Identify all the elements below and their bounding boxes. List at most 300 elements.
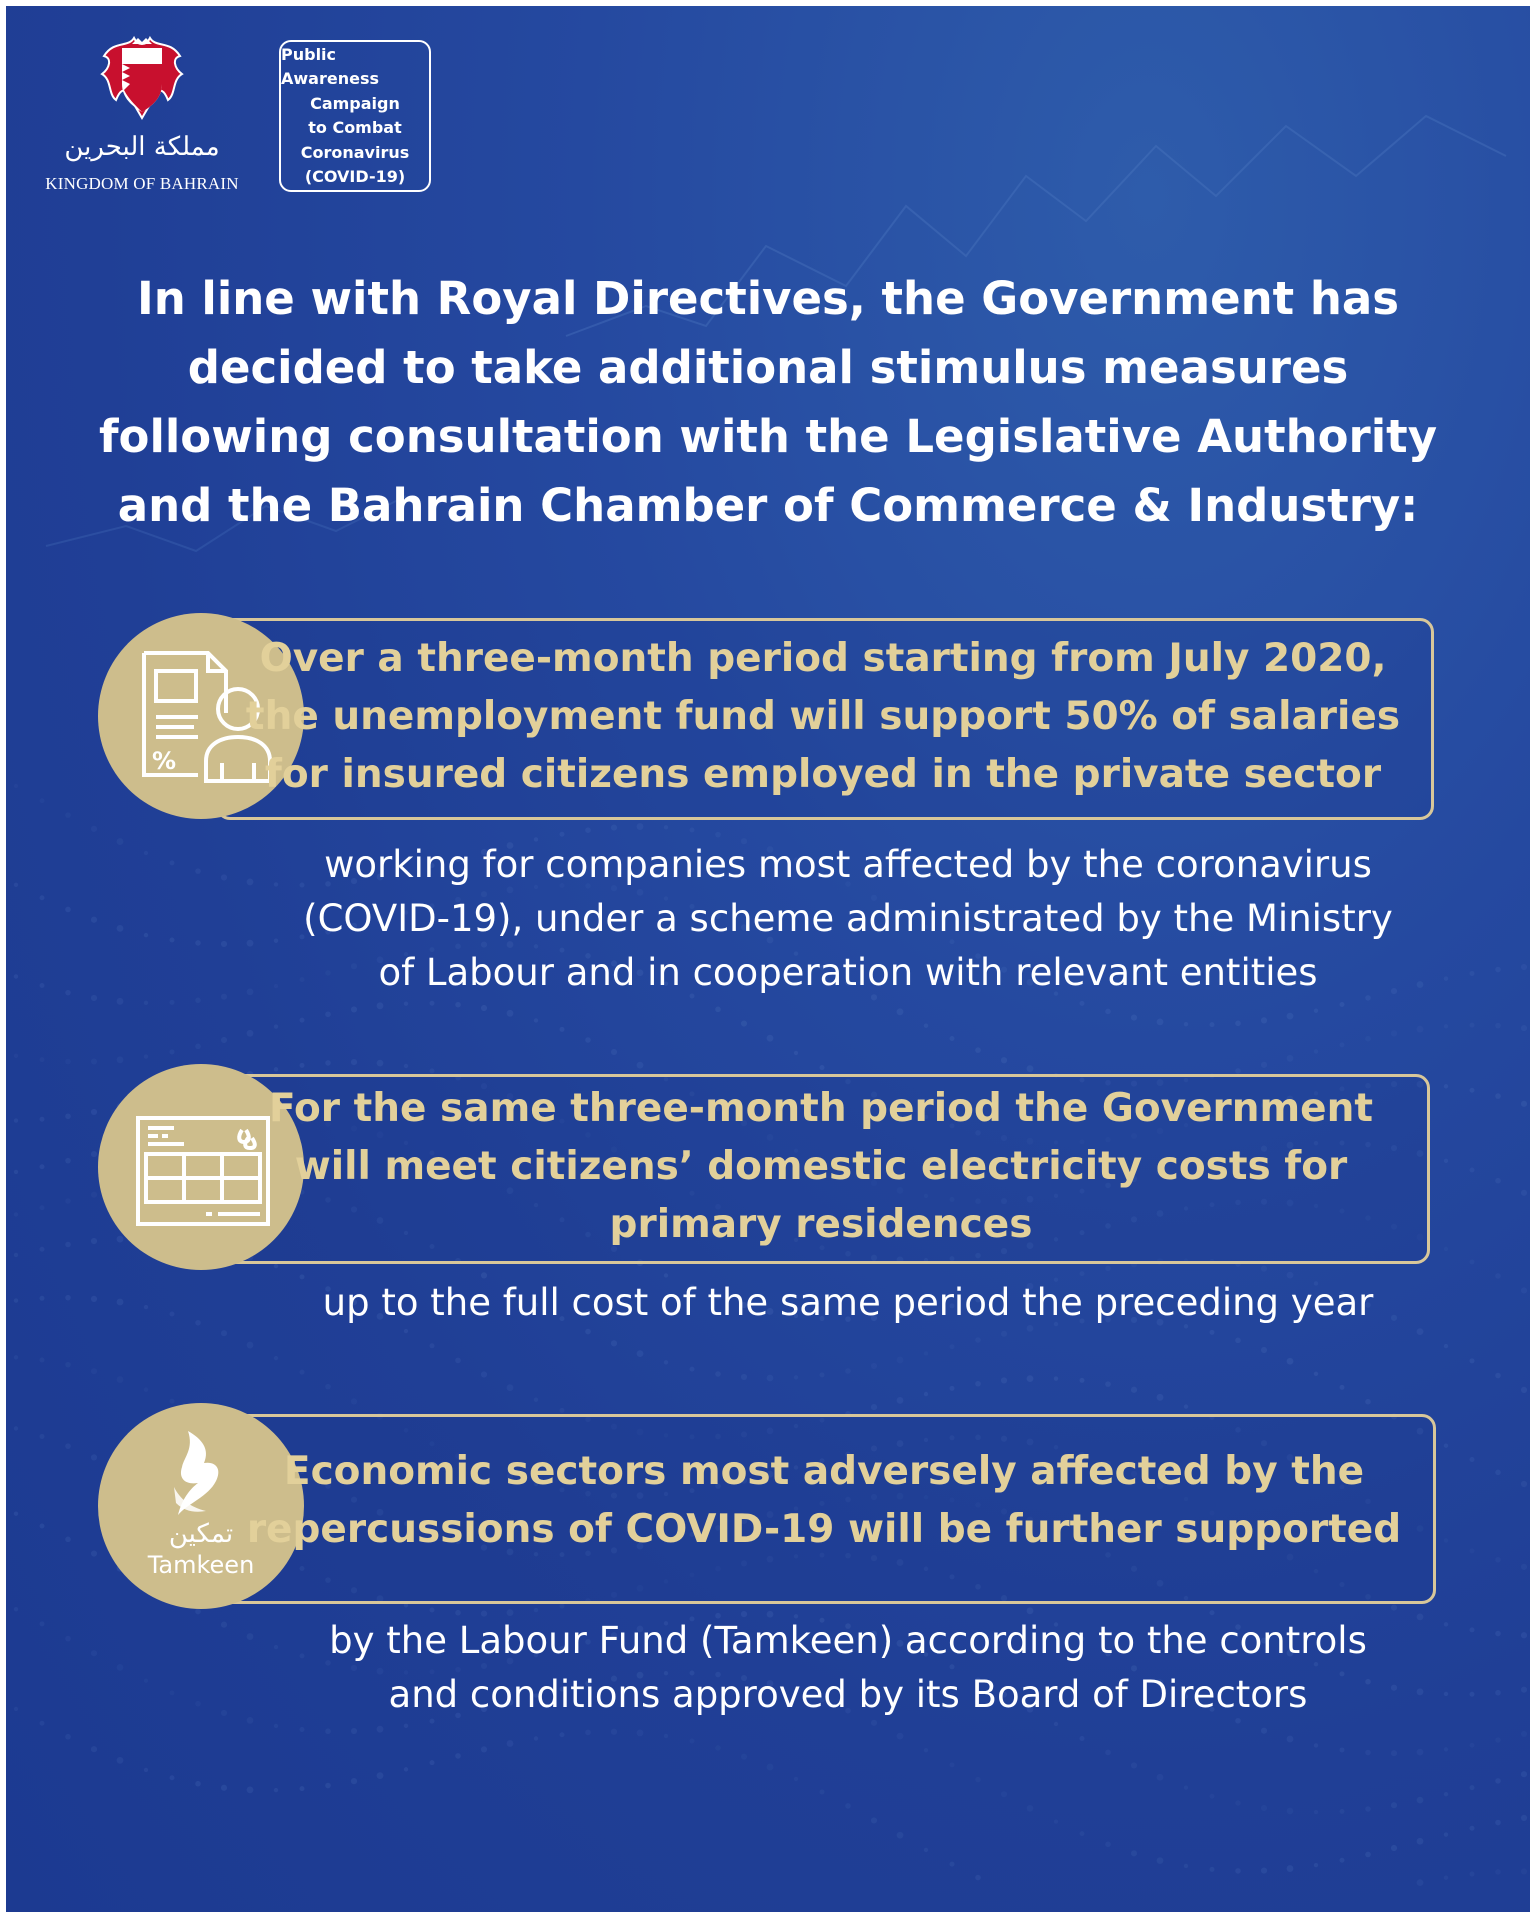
- background-dot: [1444, 1747, 1448, 1751]
- background-dot: [481, 1371, 487, 1377]
- background-dot: [170, 1775, 175, 1780]
- background-dot: [1131, 1387, 1137, 1393]
- background-dot: [1391, 1845, 1397, 1851]
- background-dot: [195, 1781, 201, 1787]
- background-dot: [794, 1051, 798, 1055]
- background-dot: [741, 1754, 747, 1760]
- background-dot: [1444, 976, 1448, 980]
- background-dot: [377, 1002, 384, 1009]
- background-dot: [91, 1238, 97, 1244]
- background-dot: [40, 1434, 45, 1439]
- highlight-line: will meet citizens’ domestic electricity costs for: [294, 1144, 1348, 1189]
- background-dot: [560, 832, 565, 837]
- background-dot: [1470, 1743, 1475, 1748]
- background-dot: [1495, 1093, 1501, 1099]
- background-dot: [221, 874, 227, 880]
- background-dot: [14, 1298, 18, 1302]
- background-dot: [950, 1344, 955, 1349]
- detail-line: (COVID-19), under a scheme administrated by the Ministry: [303, 897, 1393, 940]
- background-dot: [1287, 1358, 1294, 1365]
- background-dot: [871, 1817, 877, 1823]
- background-dot: [195, 1609, 201, 1615]
- background-dot: [560, 1604, 565, 1609]
- background-dot: [1470, 971, 1475, 976]
- background-dot: [1001, 1377, 1007, 1383]
- background-dot: [1470, 1548, 1475, 1553]
- campaign-line: (COVID-19): [304, 167, 406, 186]
- background-dot: [1495, 1869, 1501, 1875]
- background-dot: [794, 1777, 798, 1781]
- background-dot: [1391, 1605, 1397, 1611]
- background-dot: [40, 1721, 45, 1726]
- background-dot: [1470, 1785, 1475, 1790]
- background-dot: [247, 1342, 254, 1349]
- background-dot: [40, 1117, 45, 1122]
- background-dot: [1521, 1564, 1527, 1570]
- background-dot: [455, 1002, 461, 1008]
- background-dot: [637, 1730, 644, 1737]
- background-dot: [1105, 1750, 1111, 1756]
- highlight-line: Over a three-month period starting from July 2020,: [259, 636, 1387, 681]
- background-dot: [950, 1762, 955, 1767]
- background-dot: [1210, 1794, 1215, 1799]
- background-dot: [1340, 1042, 1345, 1047]
- background-dot: [507, 1384, 514, 1391]
- background-dot: [1001, 1331, 1007, 1337]
- background-dot: [1495, 1820, 1501, 1826]
- background-dot: [1314, 1049, 1318, 1053]
- background-dot: [1470, 1627, 1475, 1632]
- background-dot: [1314, 1810, 1318, 1814]
- background-dot: [820, 1372, 825, 1377]
- arabic-country-name: مملكة البحرين: [64, 132, 220, 162]
- background-dot: [897, 1733, 904, 1740]
- background-dot: [1444, 1692, 1448, 1696]
- background-dot: [455, 1753, 461, 1759]
- background-dot: [1027, 1065, 1034, 1072]
- background-dot: [1444, 1344, 1448, 1348]
- background-dot: [767, 1764, 774, 1771]
- background-dot: [40, 1358, 45, 1363]
- background-dot: [690, 828, 695, 833]
- background-dot: [1444, 1876, 1448, 1880]
- background-dot: [611, 1340, 617, 1346]
- measure-1-highlight: [231, 630, 1415, 804]
- background-dot: [1340, 1809, 1345, 1814]
- background-dot: [1235, 1800, 1241, 1806]
- background-dot: [1495, 1557, 1501, 1563]
- background-dot: [351, 1778, 357, 1784]
- background-dot: [91, 1151, 97, 1157]
- background-dot: [144, 933, 148, 937]
- background-dot: [1261, 1805, 1267, 1811]
- background-dot: [871, 1363, 877, 1369]
- background-dot: [1417, 1026, 1424, 1033]
- background-dot: [897, 1397, 904, 1404]
- background-dot: [1210, 1330, 1215, 1335]
- background-dot: [637, 1350, 644, 1357]
- background-dot: [637, 823, 644, 830]
- background-dot: [65, 990, 71, 996]
- background-dot: [377, 1060, 384, 1067]
- background-dot: [14, 1511, 18, 1515]
- background-dot: [325, 1011, 331, 1017]
- background-dot: [65, 1242, 71, 1248]
- background-dot: [950, 1862, 955, 1867]
- background-dot: [975, 1777, 981, 1783]
- background-dot: [1470, 1358, 1475, 1363]
- background-dot: [1521, 1632, 1527, 1638]
- background-dot: [1495, 1778, 1501, 1784]
- background-dot: [924, 1023, 928, 1027]
- background-dot: [247, 940, 254, 947]
- background-dot: [195, 1044, 201, 1050]
- background-dot: [1157, 1018, 1164, 1025]
- background-dot: [1235, 1021, 1241, 1027]
- background-dot: [144, 1001, 148, 1005]
- background-dot: [1210, 1867, 1215, 1872]
- background-dot: [690, 1367, 695, 1372]
- background-dot: [715, 1371, 721, 1377]
- headline-line: decided to take additional stimulus measures: [187, 341, 1349, 394]
- highlight-line: Economic sectors most adversely affected by the: [283, 1449, 1365, 1494]
- background-dot: [14, 883, 18, 887]
- background-dot: [430, 1068, 435, 1073]
- background-dot: [845, 1803, 851, 1809]
- background-dot: [1521, 1387, 1527, 1393]
- background-dot: [1470, 1259, 1475, 1264]
- background-dot: [924, 1392, 928, 1396]
- detail-line: and conditions approved by its Board of Directors: [388, 1673, 1308, 1716]
- background-dot: [221, 1710, 227, 1716]
- background-dot: [300, 1727, 305, 1732]
- background-dot: [325, 1060, 331, 1066]
- background-dot: [975, 1875, 981, 1881]
- background-dot: [1261, 1017, 1267, 1023]
- background-dot: [430, 1607, 435, 1612]
- background-dot: [1105, 1381, 1111, 1387]
- background-dot: [1080, 1378, 1085, 1383]
- background-dot: [1105, 1009, 1111, 1015]
- background-dot: [40, 1057, 45, 1062]
- background-dot: [40, 1164, 45, 1169]
- background-dot: [144, 1768, 148, 1772]
- background-dot: [351, 1006, 357, 1012]
- background-dot: [14, 1212, 18, 1216]
- background-dot: [1001, 1057, 1007, 1063]
- background-dot: [1287, 1865, 1294, 1872]
- background-dot: [1521, 1771, 1527, 1777]
- background-dot: [897, 1832, 904, 1839]
- background-dot: [715, 1745, 721, 1751]
- background-dot: [1054, 1819, 1058, 1823]
- measure-3-highlight: [231, 1443, 1417, 1559]
- background-dot: [794, 1375, 798, 1379]
- background-dot: [1027, 1375, 1034, 1382]
- background-dot: [404, 1002, 408, 1006]
- background-dot: [221, 1622, 227, 1628]
- background-dot: [1261, 1347, 1267, 1353]
- background-dot: [117, 1757, 124, 1764]
- background-dot: [1105, 1266, 1111, 1272]
- background-dot: [40, 1296, 45, 1301]
- background-dot: [950, 1036, 955, 1041]
- background-dot: [40, 1523, 45, 1528]
- background-dot: [91, 1109, 97, 1115]
- background-dot: [1417, 1838, 1424, 1845]
- headline-line: and the Bahrain Chamber of Commerce & Industry:: [117, 479, 1419, 532]
- background-dot: [404, 1064, 408, 1068]
- background-dot: [195, 868, 201, 874]
- background-dot: [170, 860, 175, 865]
- background-dot: [637, 1062, 644, 1069]
- background-dot: [14, 1355, 18, 1359]
- background-dot: [325, 1384, 331, 1390]
- background-dot: [897, 1357, 904, 1364]
- background-dot: [91, 1746, 97, 1752]
- background-dot: [1521, 1481, 1527, 1487]
- background-dot: [170, 1049, 175, 1054]
- background-dot: [585, 1730, 591, 1736]
- background-dot: [65, 1443, 71, 1449]
- background-dot: [1470, 1023, 1475, 1028]
- background-dot: [325, 1728, 331, 1734]
- background-dot: [14, 974, 18, 978]
- background-dot: [247, 988, 254, 995]
- background-dot: [65, 1734, 71, 1740]
- background-dot: [430, 1343, 435, 1348]
- background-dot: [117, 1376, 124, 1383]
- background-dot: [1027, 1805, 1034, 1812]
- background-dot: [1261, 1266, 1267, 1272]
- background-dot: [741, 1020, 747, 1026]
- background-dot: [715, 832, 721, 838]
- background-dot: [1314, 1743, 1318, 1747]
- background-dot: [247, 1030, 254, 1037]
- background-dot: [65, 812, 71, 818]
- background-dot: [91, 1454, 97, 1460]
- background-dot: [430, 1760, 435, 1765]
- background-dot: [1184, 1404, 1188, 1408]
- background-dot: [534, 1608, 538, 1612]
- background-dot: [1444, 1443, 1448, 1447]
- background-dot: [221, 994, 227, 1000]
- background-dot: [65, 1198, 71, 1204]
- background-dot: [1521, 1190, 1527, 1196]
- background-dot: [1365, 1036, 1371, 1042]
- bahrain-emblem-icon: [94, 34, 190, 130]
- background-dot: [1365, 1806, 1371, 1812]
- background-dot: [1470, 1872, 1475, 1877]
- background-dot: [1184, 1022, 1188, 1026]
- background-dot: [1470, 1457, 1475, 1462]
- background-dot: [40, 983, 45, 988]
- background-dot: [1184, 1864, 1188, 1868]
- background-dot: [664, 1360, 668, 1364]
- background-dot: [1444, 1792, 1448, 1796]
- background-dot: [195, 998, 201, 1004]
- background-dot: [377, 1726, 384, 1733]
- headline: [46, 264, 1490, 540]
- background-dot: [455, 1358, 461, 1364]
- background-dot: [1157, 1774, 1164, 1781]
- background-dot: [91, 995, 97, 1001]
- background-dot: [91, 1368, 97, 1374]
- background-dot: [1054, 1722, 1058, 1726]
- background-dot: [91, 917, 97, 923]
- background-dot: [300, 1018, 305, 1023]
- background-dot: [1210, 1022, 1215, 1027]
- highlight-line: repercussions of COVID-19 will be further supported: [246, 1507, 1402, 1552]
- background-dot: [560, 1408, 565, 1413]
- background-dot: [170, 937, 175, 942]
- background-dot: [1521, 964, 1527, 970]
- background-dot: [300, 1786, 305, 1791]
- background-dot: [534, 1736, 538, 1740]
- background-dot: [14, 784, 18, 788]
- highlight-line: the unemployment fund will support 50% of salaries: [245, 694, 1401, 739]
- background-dot: [91, 1058, 97, 1064]
- background-dot: [1521, 1101, 1527, 1107]
- background-dot: [1340, 1747, 1345, 1752]
- background-dot: [1470, 1167, 1475, 1172]
- background-dot: [1080, 1001, 1085, 1006]
- background-dot: [1521, 1815, 1527, 1821]
- background-dot: [690, 1739, 695, 1744]
- svg-text:%: %: [152, 747, 177, 775]
- background-dot: [14, 1253, 18, 1257]
- background-dot: [585, 1037, 591, 1043]
- background-dot: [14, 1054, 18, 1058]
- measure-1-detail: [256, 838, 1440, 1000]
- background-dot: [14, 1426, 18, 1430]
- background-dot: [1261, 1867, 1267, 1873]
- detail-line: working for companies most affected by the coronavirus: [324, 843, 1372, 886]
- background-dot: [1495, 1273, 1501, 1279]
- background-dot: [1391, 1030, 1397, 1036]
- background-dot: [924, 1848, 928, 1852]
- background-dot: [65, 907, 71, 913]
- background-dot: [221, 941, 227, 947]
- background-dot: [975, 1381, 981, 1387]
- background-dot: [65, 1537, 71, 1543]
- background-dot: [351, 1059, 357, 1065]
- background-dot: [91, 826, 97, 832]
- background-dot: [975, 1337, 981, 1343]
- highlight-line: for insured citizens employed in the private sector: [264, 752, 1382, 797]
- campaign-badge: [279, 40, 431, 192]
- background-dot: [1157, 1857, 1164, 1864]
- background-dot: [1340, 1858, 1345, 1863]
- highlight-line: For the same three-month period the Government: [268, 1086, 1374, 1131]
- background-dot: [1001, 1791, 1007, 1797]
- background-dot: [14, 1707, 18, 1711]
- background-dot: [1444, 1084, 1448, 1088]
- background-dot: [611, 1049, 617, 1055]
- background-dot: [1495, 1690, 1501, 1696]
- background-dot: [65, 1113, 71, 1119]
- background-dot: [1495, 967, 1501, 973]
- background-dot: [221, 1785, 227, 1791]
- background-dot: [1470, 1088, 1475, 1093]
- background-dot: [14, 1607, 18, 1611]
- background-dot: [430, 1001, 435, 1006]
- background-dot: [1495, 1178, 1501, 1184]
- background-dot: [820, 1065, 825, 1070]
- background-dot: [325, 1783, 331, 1789]
- background-dot: [1287, 1013, 1294, 1020]
- campaign-line: Campaign: [310, 93, 400, 113]
- background-dot: [65, 1362, 71, 1368]
- background-dot: [1157, 1394, 1164, 1401]
- background-dot: [117, 1299, 124, 1306]
- background-dot: [40, 1247, 45, 1252]
- background-dot: [1391, 1750, 1397, 1756]
- background-dot: [871, 1404, 877, 1410]
- background-dot: [1105, 1841, 1111, 1847]
- background-dot: [1235, 1868, 1241, 1874]
- background-dot: [1444, 1538, 1448, 1542]
- campaign-line: to Combat: [308, 118, 402, 137]
- background-dot: [170, 1312, 175, 1317]
- background-dot: [1495, 1373, 1501, 1379]
- background-dot: [1495, 1470, 1501, 1476]
- background-dot: [1444, 1622, 1448, 1626]
- background-dot: [14, 1118, 18, 1122]
- background-dot: [1314, 1863, 1318, 1867]
- background-dot: [534, 1018, 538, 1022]
- background-dot: [767, 1035, 774, 1042]
- english-country-name: KINGDOM OF BAHRAIN: [45, 174, 239, 193]
- background-dot: [1444, 1159, 1448, 1163]
- background-dot: [715, 1007, 721, 1013]
- background-dot: [14, 1170, 18, 1174]
- background-dot: [91, 1650, 97, 1656]
- background-dot: [1261, 1062, 1267, 1068]
- background-dot: [1470, 1826, 1475, 1831]
- detail-line: up to the full cost of the same period the preceding year: [322, 1281, 1374, 1324]
- background-dot: [117, 838, 124, 845]
- background-dot: [1521, 1287, 1527, 1293]
- highlight-line: primary residences: [609, 1202, 1033, 1247]
- background-dot: [1521, 1025, 1527, 1031]
- background-dot: [300, 1370, 305, 1375]
- background-dot: [144, 1305, 148, 1309]
- background-dot: [1287, 1808, 1294, 1815]
- headline-line: following consultation with the Legislative Authority: [98, 410, 1438, 463]
- background-dot: [1235, 1338, 1241, 1344]
- background-dot: [65, 1059, 71, 1065]
- background-dot: [1521, 1731, 1527, 1737]
- background-dot: [221, 1037, 227, 1043]
- background-dot: [221, 1330, 227, 1336]
- background-dot: [507, 1740, 514, 1747]
- detail-line: of Labour and in cooperation with relevant entities: [378, 951, 1318, 994]
- background-dot: [1314, 1009, 1318, 1013]
- background-dot: [351, 1728, 357, 1734]
- campaign-line: Public Awareness: [281, 44, 379, 88]
- background-dot: [170, 1690, 175, 1695]
- background-dot: [1417, 1749, 1424, 1756]
- background-dot: [1521, 1868, 1527, 1874]
- background-dot: [117, 1056, 124, 1063]
- background-dot: [1261, 1728, 1267, 1734]
- background-dot: [1391, 1802, 1397, 1808]
- background-dot: [507, 1010, 514, 1017]
- background-dot: [40, 1621, 45, 1626]
- background-dot: [1314, 1372, 1318, 1376]
- background-dot: [1287, 1736, 1294, 1743]
